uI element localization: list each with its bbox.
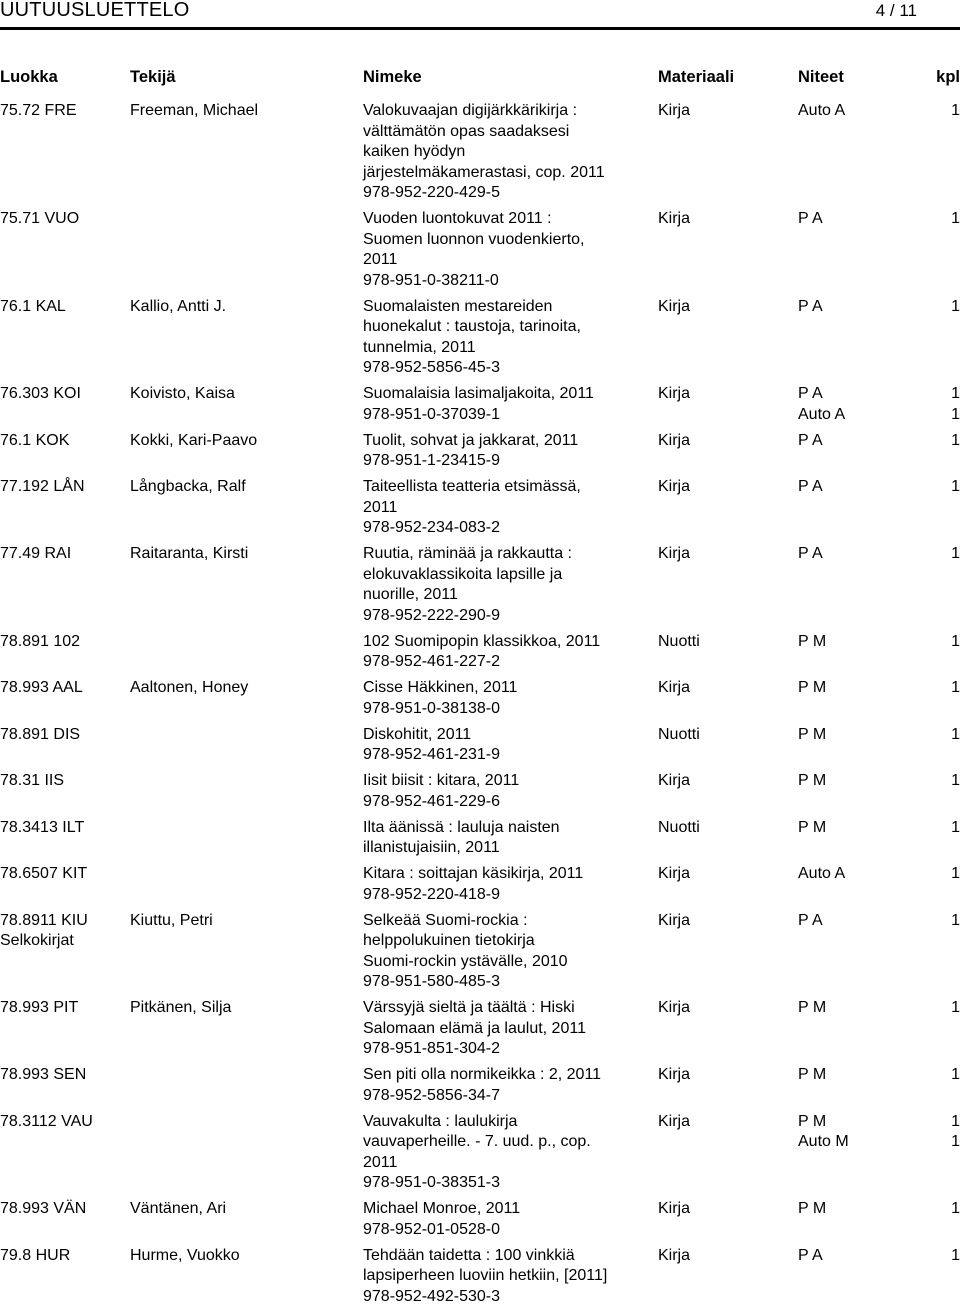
luokka-cell <box>0 998 125 1019</box>
kpl-cell <box>940 911 960 932</box>
materiaali-cell: Nuotti <box>658 818 700 836</box>
luokka-cell-line: 78.993 SEN <box>0 1066 87 1083</box>
nimeke-cell <box>363 1199 653 1240</box>
niteet-cell <box>798 725 928 746</box>
luokka-cell <box>0 544 125 565</box>
nimeke-cell-line: 978-952-220-418-9 <box>363 885 500 903</box>
niteet-label: Auto A <box>798 865 846 882</box>
kpl-cell <box>940 864 960 885</box>
kpl-value: 1 <box>951 999 960 1016</box>
nimeke-cell-line: 978-951-0-38351-3 <box>363 1174 500 1191</box>
materiaali-cell: Kirja <box>658 385 691 402</box>
kpl-cell <box>940 1246 960 1267</box>
kpl-value: 1 <box>951 1066 960 1083</box>
nimeke-cell <box>363 771 653 812</box>
nimeke-cell-line: elokuvaklassikoita lapsille ja <box>363 565 563 583</box>
nimeke-cell <box>363 431 653 472</box>
catalog-row <box>0 998 960 1065</box>
catalog-row <box>0 1246 960 1313</box>
nimeke-cell <box>363 209 653 291</box>
luokka-cell-line: 76.1 KAL <box>0 297 66 315</box>
luokka-cell-line: 75.72 FRE <box>0 102 77 119</box>
nimeke-cell <box>363 101 653 204</box>
tekija-cell: Raitaranta, Kirsti <box>130 545 249 562</box>
luokka-cell <box>0 297 125 318</box>
nimeke-cell-line: kaiken hyödyn <box>363 143 466 160</box>
materiaali-cell: Kirja <box>658 431 691 449</box>
luokka-cell <box>0 771 125 792</box>
luokka-cell <box>0 632 125 653</box>
luokka-cell-line: 78.8911 KIU <box>0 911 88 929</box>
kpl-value: 1 <box>951 210 960 227</box>
niteet-label: P A <box>798 210 823 227</box>
nimeke-cell-line: 978-952-5856-45-3 <box>363 359 500 376</box>
tekija-cell: Kiuttu, Petri <box>130 911 213 929</box>
tekija-cell: Freeman, Michael <box>130 102 259 119</box>
catalog-row <box>0 632 960 679</box>
materiaali-cell: Kirja <box>658 999 691 1016</box>
materiaali-cell: Kirja <box>658 1246 691 1264</box>
nimeke-cell <box>363 998 653 1060</box>
page-number: 4 / 11 <box>875 1 917 20</box>
luokka-cell-line: 78.993 PIT <box>0 999 79 1016</box>
nimeke-cell-line: 978-951-0-38211-0 <box>363 271 499 289</box>
nimeke-cell-line: 978-951-0-38138-0 <box>363 699 500 717</box>
nimeke-cell-line: tunnelmia, 2011 <box>363 338 476 356</box>
niteet-label: P A <box>798 1246 823 1264</box>
nimeke-cell <box>363 1112 653 1194</box>
nimeke-cell-line: Diskohitit, 2011 <box>363 725 472 743</box>
tekija-cell: Koivisto, Kaisa <box>130 385 235 402</box>
nimeke-cell <box>363 725 653 766</box>
nimeke-cell-line: 978-951-851-304-2 <box>363 1040 500 1057</box>
nimeke-cell-line: Ilta äänissä : lauluja naisten <box>363 818 560 836</box>
niteet-cell <box>798 477 928 498</box>
catalog-row <box>0 297 960 385</box>
niteet-label: P M <box>798 818 827 836</box>
niteet-cell <box>798 431 928 452</box>
niteet-label: P M <box>798 772 827 789</box>
catalog-row <box>0 209 960 297</box>
luokka-cell <box>0 725 125 746</box>
nimeke-cell-line: 978-952-461-231-9 <box>363 746 500 763</box>
kpl-cell <box>940 725 960 746</box>
niteet-label: P A <box>798 911 823 929</box>
nimeke-cell-line: 978-952-234-083-2 <box>363 519 500 536</box>
catalog-row <box>0 1065 960 1112</box>
luokka-cell <box>0 1065 125 1086</box>
materiaali-cell: Kirja <box>658 772 691 789</box>
page-header <box>0 0 960 22</box>
tekija-cell: Väntänen, Ari <box>130 1200 227 1217</box>
kpl-cell <box>940 678 960 699</box>
tekija-cell: Hurme, Vuokko <box>130 1246 240 1264</box>
tekija-cell: Långbacka, Ralf <box>130 478 246 495</box>
catalog-row <box>0 1112 960 1200</box>
luokka-cell-line: 77.49 RAI <box>0 545 72 562</box>
luokka-cell-line: Selkokirjat <box>0 932 74 949</box>
luokka-cell-line: 76.1 KOK <box>0 431 70 449</box>
luokka-cell <box>0 477 125 498</box>
kpl-cell <box>940 998 960 1019</box>
nimeke-cell-line: Tuolit, sohvat ja jakkarat, 2011 <box>363 431 579 449</box>
niteet-label: P A <box>798 478 823 495</box>
materiaali-cell: Kirja <box>658 1066 691 1083</box>
luokka-cell <box>0 864 125 885</box>
nimeke-cell-line: 978-952-5856-34-7 <box>363 1086 500 1104</box>
luokka-cell-line: 78.3112 VAU <box>0 1112 93 1130</box>
materiaali-cell: Kirja <box>658 545 691 562</box>
nimeke-cell-line: 2011 <box>363 498 398 516</box>
materiaali-cell: Kirja <box>658 1112 691 1130</box>
niteet-label: Auto A <box>798 102 846 119</box>
niteet-label: P M <box>798 1112 827 1130</box>
catalog-row <box>0 544 960 632</box>
luokka-cell <box>0 209 125 230</box>
catalog-row <box>0 678 960 725</box>
nimeke-cell-line: 978-952-220-429-5 <box>363 184 500 201</box>
luokka-cell <box>0 1112 125 1133</box>
nimeke-cell-line: helppolukuinen tietokirja <box>363 932 535 949</box>
niteet-cell <box>798 818 928 839</box>
niteet-cell <box>798 1065 928 1086</box>
kpl-value: 1 <box>951 545 960 562</box>
niteet-cell <box>798 297 928 318</box>
nimeke-cell-line: Vuoden luontokuvat 2011 : <box>363 210 552 227</box>
niteet-cell <box>798 771 928 792</box>
nimeke-cell-line: 978-952-222-290-9 <box>363 606 500 624</box>
materiaali-cell: Kirja <box>658 865 691 882</box>
luokka-cell-line: 78.993 VÄN <box>0 1200 87 1217</box>
kpl-cell <box>940 209 960 230</box>
luokka-cell-line: 76.303 KOI <box>0 385 81 402</box>
niteet-label: P M <box>798 632 827 650</box>
niteet-label: Auto A <box>798 405 846 423</box>
nimeke-cell-line: Iisit biisit : kitara, 2011 <box>363 772 520 789</box>
nimeke-cell <box>363 818 653 859</box>
materiaali-cell: Nuotti <box>658 725 700 743</box>
luokka-cell-line: 78.891 DIS <box>0 725 81 743</box>
niteet-cell <box>798 1199 928 1220</box>
kpl-cell <box>940 477 960 498</box>
kpl-cell <box>940 544 960 565</box>
nimeke-cell-line: Kitara : soittajan käsikirja, 2011 <box>363 865 584 882</box>
catalog-row <box>0 818 960 865</box>
nimeke-cell-line: Michael Monroe, 2011 <box>363 1200 521 1217</box>
nimeke-cell-line: Salomaan elämä ja laulut, 2011 <box>363 1019 586 1037</box>
luokka-cell <box>0 101 125 122</box>
luokka-cell <box>0 818 125 839</box>
nimeke-cell-line: Värssyjä sieltä ja täältä : Hiski <box>363 999 575 1016</box>
nimeke-cell-line: vauvaperheille. - 7. uud. p., cop. <box>363 1133 591 1150</box>
kpl-cell <box>940 384 960 425</box>
luokka-cell-line: 78.993 AAL <box>0 679 83 696</box>
header-materiaali: Materiaali <box>658 68 735 86</box>
niteet-cell <box>798 911 928 932</box>
niteet-cell <box>798 544 928 565</box>
niteet-label: P M <box>798 1200 827 1217</box>
niteet-cell <box>798 101 928 122</box>
nimeke-cell <box>363 477 653 539</box>
nimeke-cell-line: 978-952-461-227-2 <box>363 653 500 670</box>
nimeke-cell-line: Suomalaisia lasimaljakoita, 2011 <box>363 385 594 402</box>
tekija-cell: Aaltonen, Honey <box>130 679 249 696</box>
luokka-cell-line: 78.6507 KIT <box>0 865 88 882</box>
niteet-cell <box>798 384 928 425</box>
niteet-cell <box>798 632 928 653</box>
luokka-cell <box>0 678 125 699</box>
kpl-cell <box>940 818 960 839</box>
luokka-cell <box>0 384 125 405</box>
niteet-label: P A <box>798 545 823 562</box>
kpl-cell <box>940 1112 960 1153</box>
nimeke-cell <box>363 297 653 379</box>
luokka-cell <box>0 431 125 452</box>
nimeke-cell-line: Sen piti olla normikeikka : 2, 2011 <box>363 1066 602 1083</box>
header-tekija: Tekijä <box>130 68 176 86</box>
nimeke-cell-line: Selkeää Suomi-rockia : <box>363 911 528 929</box>
kpl-value: 1 <box>951 818 960 836</box>
niteet-label: P M <box>798 679 827 696</box>
kpl-value: 1 <box>951 297 960 315</box>
nimeke-cell-line: huonekalut : taustoja, tarinoita, <box>363 318 581 335</box>
nimeke-cell-line: Ruutia, räminää ja rakkautta : <box>363 545 572 562</box>
nimeke-cell <box>363 384 653 425</box>
nimeke-cell-line: lapsiperheen luoviin hetkiin, [2011] <box>363 1267 608 1284</box>
materiaali-cell: Kirja <box>658 911 691 929</box>
kpl-cell <box>940 101 960 122</box>
kpl-cell <box>940 1065 960 1086</box>
catalog-row <box>0 384 960 431</box>
kpl-value: 1 <box>951 385 960 402</box>
luokka-cell-line: 79.8 HUR <box>0 1246 71 1264</box>
nimeke-cell <box>363 632 653 673</box>
kpl-cell <box>940 632 960 653</box>
nimeke-cell <box>363 911 653 993</box>
luokka-cell <box>0 1246 125 1267</box>
kpl-value: 1 <box>951 725 960 743</box>
nimeke-cell-line: 102 Suomipopin klassikkoa, 2011 <box>363 632 601 650</box>
kpl-cell <box>940 431 960 452</box>
materiaali-cell: Kirja <box>658 478 691 495</box>
niteet-label: P A <box>798 431 823 449</box>
kpl-value: 1 <box>951 431 960 449</box>
catalog-row <box>0 101 960 209</box>
kpl-value: 1 <box>951 102 960 119</box>
nimeke-cell-line: Suomi-rockin ystävälle, 2010 <box>363 952 568 970</box>
materiaali-cell: Kirja <box>658 679 691 696</box>
nimeke-cell-line: välttämätön opas saadaksesi <box>363 122 570 140</box>
nimeke-cell-line: 978-951-1-23415-9 <box>363 452 500 469</box>
header-luokka: Luokka <box>0 68 58 86</box>
nimeke-cell-line: Suomen luonnon vuodenkierto, <box>363 230 585 248</box>
kpl-value: 1 <box>951 1133 960 1150</box>
materiaali-cell: Kirja <box>658 297 691 315</box>
luokka-cell <box>0 911 125 952</box>
catalog-row <box>0 911 960 999</box>
header-kpl: kpl <box>936 68 960 86</box>
header-niteet: Niteet <box>798 68 844 86</box>
materiaali-cell: Kirja <box>658 102 691 119</box>
nimeke-cell-line: 978-951-580-485-3 <box>363 973 500 990</box>
kpl-value: 1 <box>951 1200 960 1217</box>
materiaali-cell: Kirja <box>658 210 691 227</box>
kpl-value: 1 <box>951 478 960 495</box>
kpl-value: 1 <box>951 632 960 650</box>
niteet-label: P M <box>798 1066 827 1083</box>
kpl-cell <box>940 297 960 318</box>
nimeke-cell-line: 2011 <box>363 251 398 268</box>
nimeke-cell-line: Valokuvaajan digijärkkärikirja : <box>363 102 578 119</box>
catalog-row <box>0 771 960 818</box>
column-headers <box>0 67 960 89</box>
nimeke-cell-line: nuorille, 2011 <box>363 586 458 603</box>
nimeke-cell-line: illanistujaisiin, 2011 <box>363 839 500 856</box>
nimeke-cell-line: 978-952-01-0528-0 <box>363 1220 500 1238</box>
catalog-row <box>0 431 960 478</box>
nimeke-cell-line: 978-952-492-530-3 <box>363 1287 500 1305</box>
materiaali-cell: Kirja <box>658 1200 691 1217</box>
luokka-cell-line: 78.3413 ILT <box>0 818 85 836</box>
nimeke-cell-line: Suomalaisten mestareiden <box>363 297 553 315</box>
nimeke-cell-line: 978-952-461-229-6 <box>363 792 500 810</box>
kpl-value: 1 <box>951 405 960 423</box>
luokka-cell-line: 77.192 LÅN <box>0 478 85 495</box>
kpl-value: 1 <box>951 865 960 882</box>
kpl-value: 1 <box>951 1112 960 1130</box>
nimeke-cell <box>363 678 653 719</box>
niteet-cell <box>798 864 928 885</box>
nimeke-cell <box>363 864 653 905</box>
niteet-cell <box>798 678 928 699</box>
nimeke-cell <box>363 1065 653 1106</box>
tekija-cell: Kokki, Kari-Paavo <box>130 431 258 449</box>
nimeke-cell-line: 2011 <box>363 1153 398 1171</box>
kpl-cell <box>940 1199 960 1220</box>
materiaali-cell: Nuotti <box>658 632 700 650</box>
kpl-value: 1 <box>951 772 960 789</box>
niteet-label: Auto M <box>798 1133 849 1150</box>
nimeke-cell-line: 978-951-0-37039-1 <box>363 405 500 423</box>
nimeke-cell <box>363 544 653 626</box>
niteet-label: P A <box>798 385 823 402</box>
luokka-cell <box>0 1199 125 1220</box>
nimeke-cell <box>363 1246 653 1308</box>
niteet-cell <box>798 1246 928 1267</box>
document-title: UUTUUSLUETTELO <box>0 0 190 21</box>
nimeke-cell-line: Vauvakulta : laulukirja <box>363 1112 518 1130</box>
nimeke-cell-line: järjestelmäkamerastasi, cop. 2011 <box>363 163 605 181</box>
catalog-list <box>0 101 960 1313</box>
niteet-label: P M <box>798 725 827 743</box>
niteet-label: P M <box>798 999 827 1016</box>
niteet-cell <box>798 209 928 230</box>
luokka-cell-line: 78.31 IIS <box>0 772 65 789</box>
kpl-value: 1 <box>951 911 960 929</box>
tekija-cell: Kallio, Antti J. <box>130 297 227 315</box>
nimeke-cell-line: Cisse Häkkinen, 2011 <box>363 679 518 696</box>
catalog-row <box>0 725 960 772</box>
kpl-value: 1 <box>951 1246 960 1264</box>
niteet-cell <box>798 1112 928 1153</box>
catalog-row <box>0 864 960 911</box>
niteet-label: P A <box>798 297 823 315</box>
catalog-row <box>0 477 960 544</box>
header-divider <box>0 27 960 30</box>
niteet-cell <box>798 998 928 1019</box>
luokka-cell-line: 78.891 102 <box>0 632 81 650</box>
nimeke-cell-line: Tehdään taidetta : 100 vinkkiä <box>363 1246 575 1264</box>
kpl-value: 1 <box>951 679 960 696</box>
kpl-cell <box>940 771 960 792</box>
luokka-cell-line: 75.71 VUO <box>0 210 80 227</box>
catalog-row <box>0 1199 960 1246</box>
nimeke-cell-line: Taiteellista teatteria etsimässä, <box>363 478 581 495</box>
header-nimeke: Nimeke <box>363 68 422 86</box>
tekija-cell: Pitkänen, Silja <box>130 999 232 1016</box>
